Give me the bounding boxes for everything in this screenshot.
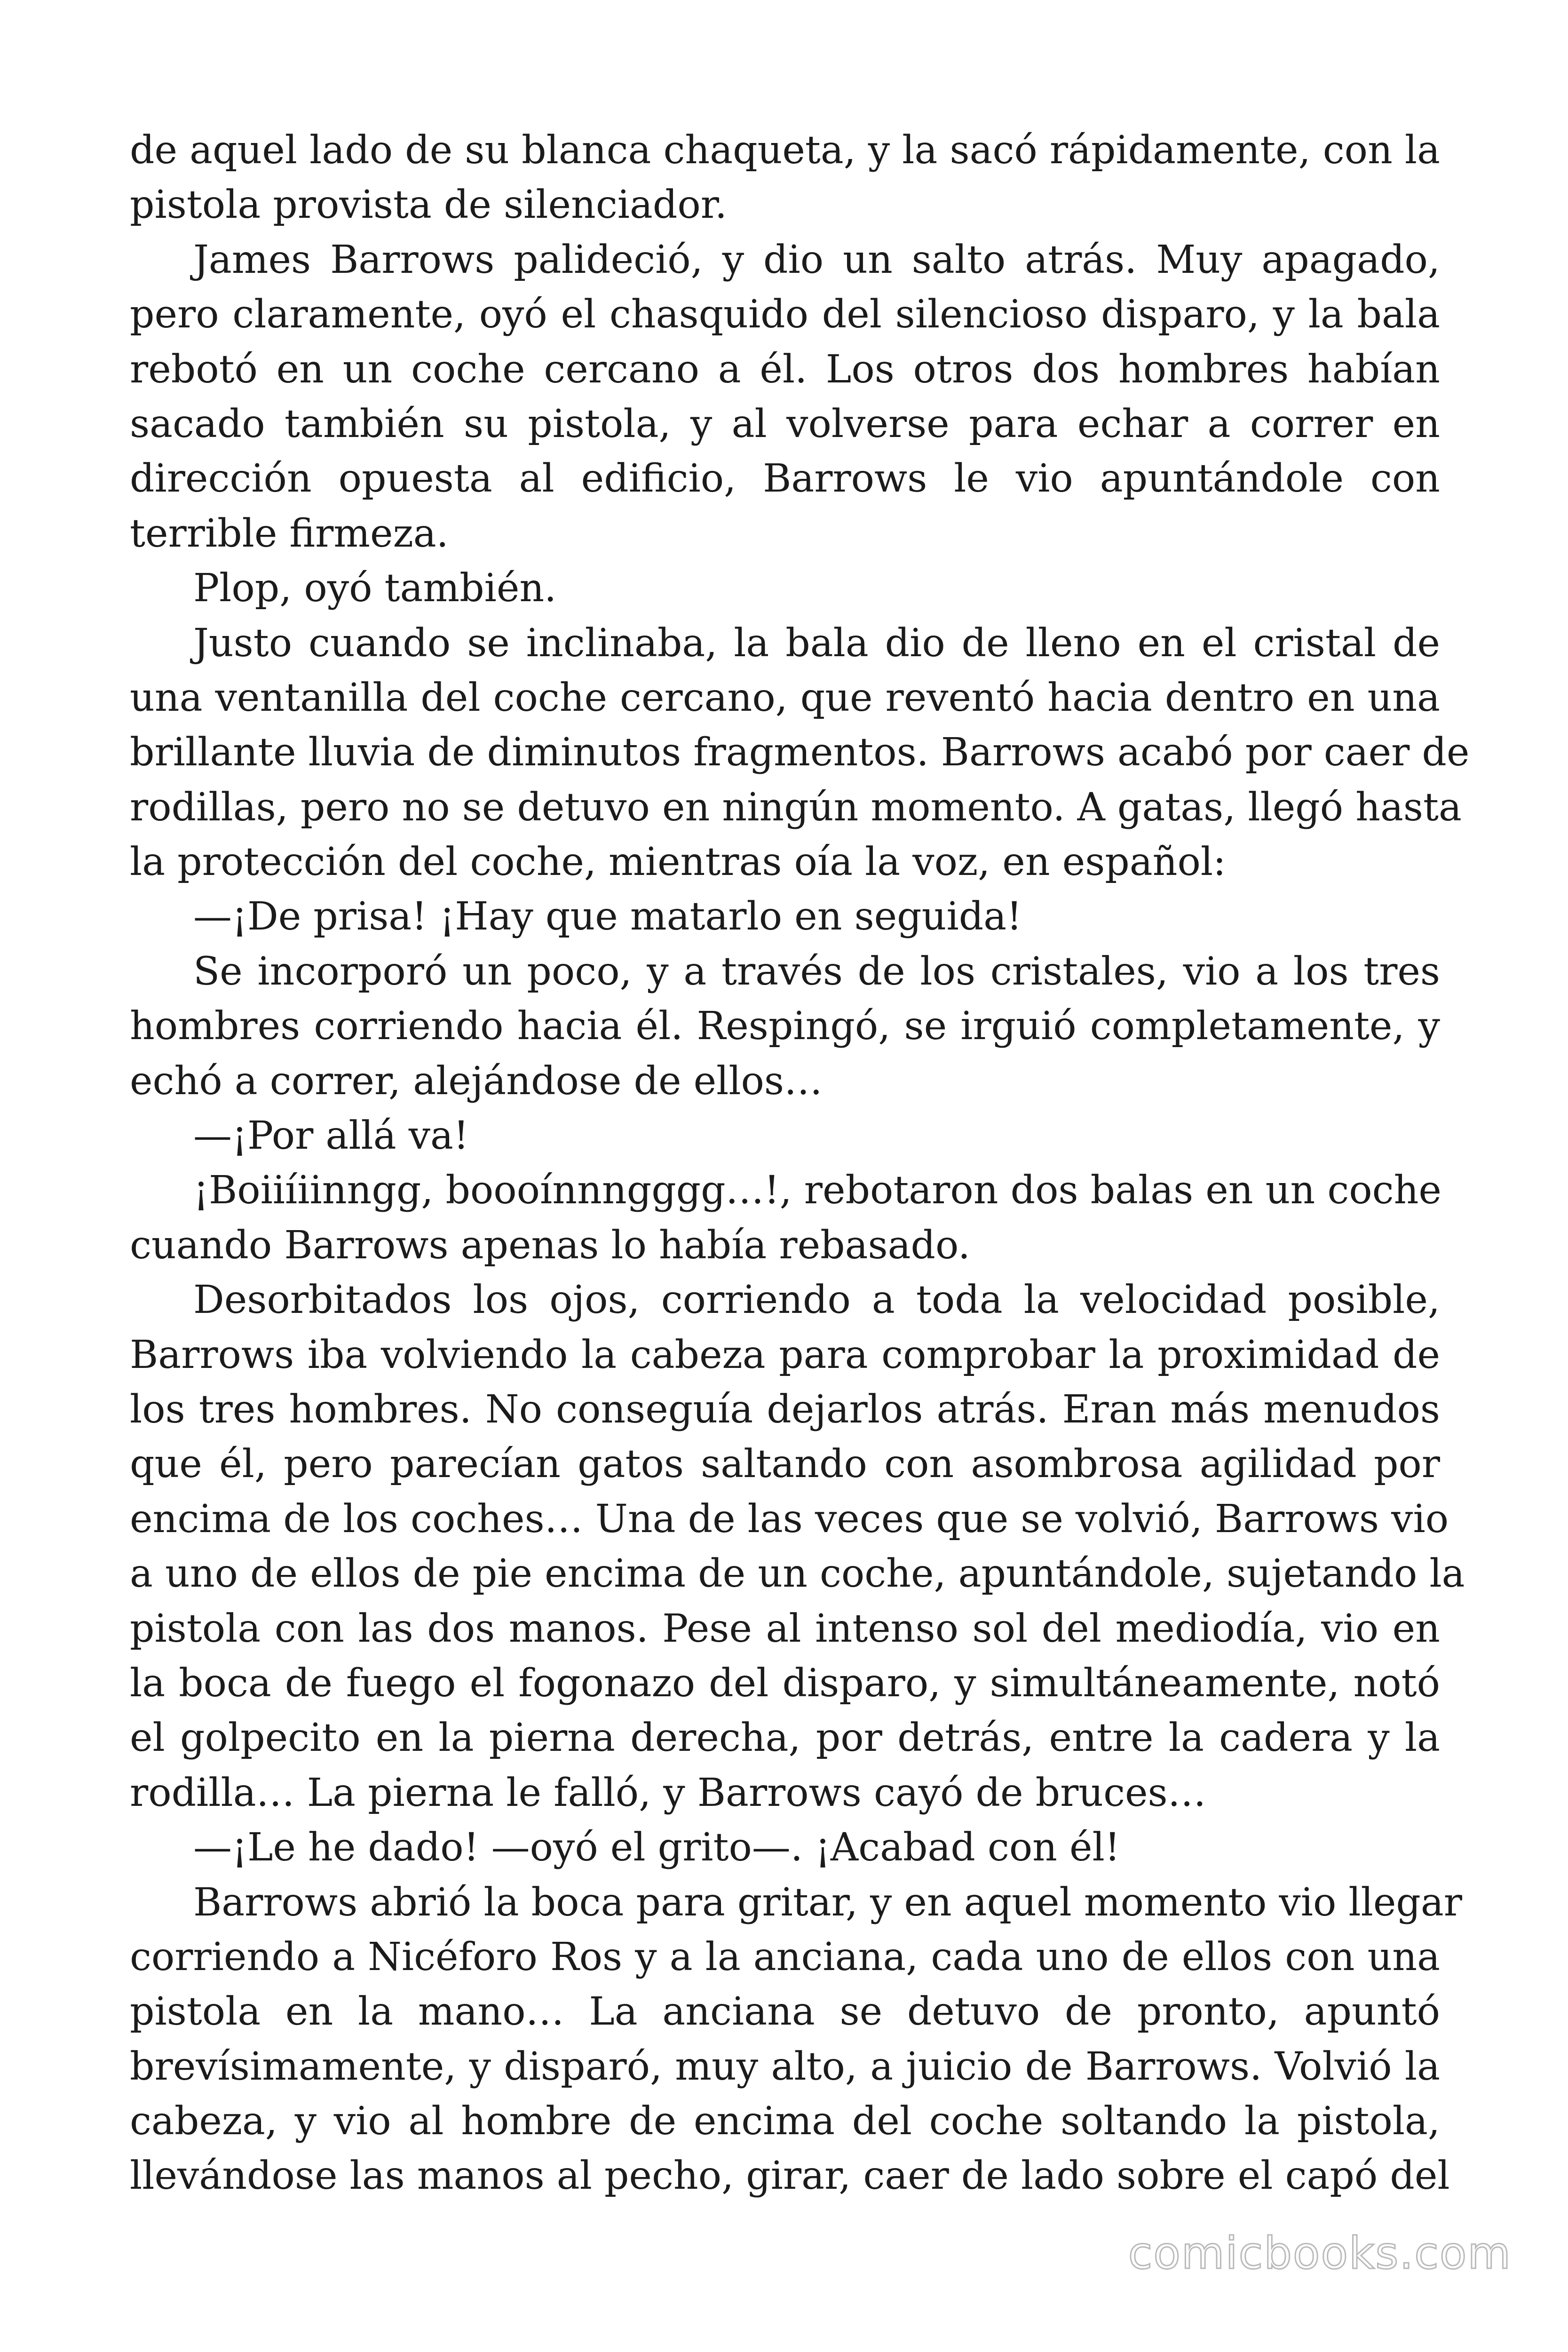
text-line <box>130 1492 1449 1547</box>
text-line <box>130 233 1440 287</box>
text-line <box>130 1218 1440 1273</box>
text-line-content: de aquel lado de su blanca chaqueta, y la sacó rápidamente, con la <box>130 128 1440 173</box>
text-line <box>130 835 1440 890</box>
text-line-content: —¡Por allá va! <box>193 1113 469 1159</box>
text-line <box>130 1109 1440 1163</box>
text-line <box>130 725 1470 780</box>
text-line-content: echó a correr, alejándose de ellos… <box>130 1058 823 1104</box>
text-line-content: llevándose las manos al pecho, girar, caer de lado sobre el capó del <box>130 2153 1450 2199</box>
text-line <box>130 1820 1440 1875</box>
text-line-content: encima de los coches… Una de las veces que se volvió, Barrows vio <box>130 1496 1449 1542</box>
text-line-content: rodillas, pero no se detuvo en ningún momento. A gatas, llegó hasta <box>130 785 1462 830</box>
text-line <box>130 1328 1440 1383</box>
text-line-content: el golpecito en la pierna derecha, por detrás, entre la cadera y la <box>130 1716 1440 1761</box>
text-line <box>130 890 1440 944</box>
text-line-content: rebotó en un coche cercano a él. Los otros dos hombres habían <box>130 347 1440 392</box>
text-line <box>130 1602 1440 1656</box>
text-line <box>130 1547 1465 1601</box>
text-line-content: cuando Barrows apenas lo había rebasado. <box>130 1223 970 1268</box>
text-line-content: pistola en la mano… La anciana se detuvo de pronto, apuntó <box>130 1989 1440 2034</box>
text-line-content: hombres corriendo hacia él. Respingó, se irguió completamente, y <box>130 1004 1440 1049</box>
text-line-content: sacado también su pistola, y al volverse para echar a correr en <box>130 401 1440 446</box>
text-line-content: —¡Le he dado! —oyó el grito—. ¡Acabad con él! <box>193 1825 1120 1870</box>
text-line <box>130 287 1440 342</box>
text-line-content: —¡De prisa! ¡Hay que matarlo en seguida! <box>193 894 1022 939</box>
text-line <box>130 1985 1440 2039</box>
text-line <box>130 616 1440 671</box>
text-line <box>130 1273 1440 1327</box>
text-line <box>130 2149 1450 2203</box>
text-line-content: pero claramente, oyó el chasquido del silencioso disparo, y la bala <box>130 292 1440 337</box>
text-line <box>130 452 1440 506</box>
text-line-content: pistola con las dos manos. Pese al intenso sol del mediodía, vio en <box>130 1606 1440 1651</box>
text-line <box>130 397 1440 452</box>
text-line <box>130 780 1462 835</box>
text-line-content: pistola provista de silenciador. <box>130 183 727 228</box>
text-line <box>130 178 1440 232</box>
text-line <box>130 2040 1440 2094</box>
text-line <box>130 561 1440 616</box>
watermark: comicbooks.com <box>1128 2228 1512 2279</box>
text-line-content: brillante lluvia de diminutos fragmentos. Barrows acabó por caer de <box>130 730 1470 775</box>
text-line-content: ¡Boiiíiinngg, boooínnngggg…!, rebotaron dos balas en un coche <box>193 1168 1441 1213</box>
text-line-content: dirección opuesta al edificio, Barrows le vio apuntándole con <box>130 456 1440 501</box>
text-line <box>130 1163 1440 1218</box>
text-line <box>130 1711 1440 1765</box>
text-line <box>130 1383 1440 1437</box>
text-line-content: Barrows abrió la boca para gritar, y en aquel momento vio llegar <box>193 1880 1462 1925</box>
text-line-content: Desorbitados los ojos, corriendo a toda la velocidad posible, <box>193 1278 1440 1323</box>
text-line <box>130 1875 1462 1930</box>
text-line-content: terrible firmeza. <box>130 511 449 556</box>
text-line-content: Plop, oyó también. <box>193 566 557 611</box>
text-line-content: corriendo a Nicéforo Ros y a la anciana, cada uno de ellos con una <box>130 1934 1440 1979</box>
text-line <box>130 342 1440 397</box>
text-line-content: cabeza, y vio al hombre de encima del coche soltando la pistola, <box>130 2099 1440 2144</box>
text-line <box>130 671 1440 725</box>
text-line <box>130 999 1440 1054</box>
text-line-content: la boca de fuego el fogonazo del disparo, y simultáneamente, notó <box>130 1661 1440 1706</box>
text-line <box>130 1930 1440 1985</box>
text-line-content: Justo cuando se inclinaba, la bala dio de lleno en el cristal de <box>193 620 1440 666</box>
text-line <box>130 1437 1440 1492</box>
text-line-content: Barrows iba volviendo la cabeza para comprobar la proximidad de <box>130 1332 1440 1377</box>
text-line <box>130 945 1440 999</box>
text-line <box>130 1054 1440 1109</box>
text-line <box>130 2094 1440 2149</box>
text-line-content: James Barrows palideció, y dio un salto atrás. Muy apagado, <box>193 237 1440 282</box>
text-line-content: una ventanilla del coche cercano, que reventó hacia dentro en una <box>130 675 1440 720</box>
text-line <box>130 1656 1440 1711</box>
text-line <box>130 123 1440 178</box>
text-line-content: Se incorporó un poco, y a través de los cristales, vio a los tres <box>193 949 1440 994</box>
text-line-content: a uno de ellos de pie encima de un coche, apuntándole, sujetando la <box>130 1551 1465 1597</box>
text-line-content: que él, pero parecían gatos saltando con asombrosa agilidad por <box>130 1442 1440 1487</box>
text-line <box>130 1766 1440 1820</box>
body-text <box>130 123 1470 2204</box>
text-line-content: los tres hombres. No conseguía dejarlos atrás. Eran más menudos <box>130 1387 1440 1432</box>
text-line-content: brevísimamente, y disparó, muy alto, a juicio de Barrows. Volvió la <box>130 2044 1440 2089</box>
text-line-content: rodilla… La pierna le falló, y Barrows cayó de bruces… <box>130 1770 1206 1815</box>
text-line <box>130 507 1440 561</box>
text-line-content: la protección del coche, mientras oía la voz, en español: <box>130 840 1226 885</box>
